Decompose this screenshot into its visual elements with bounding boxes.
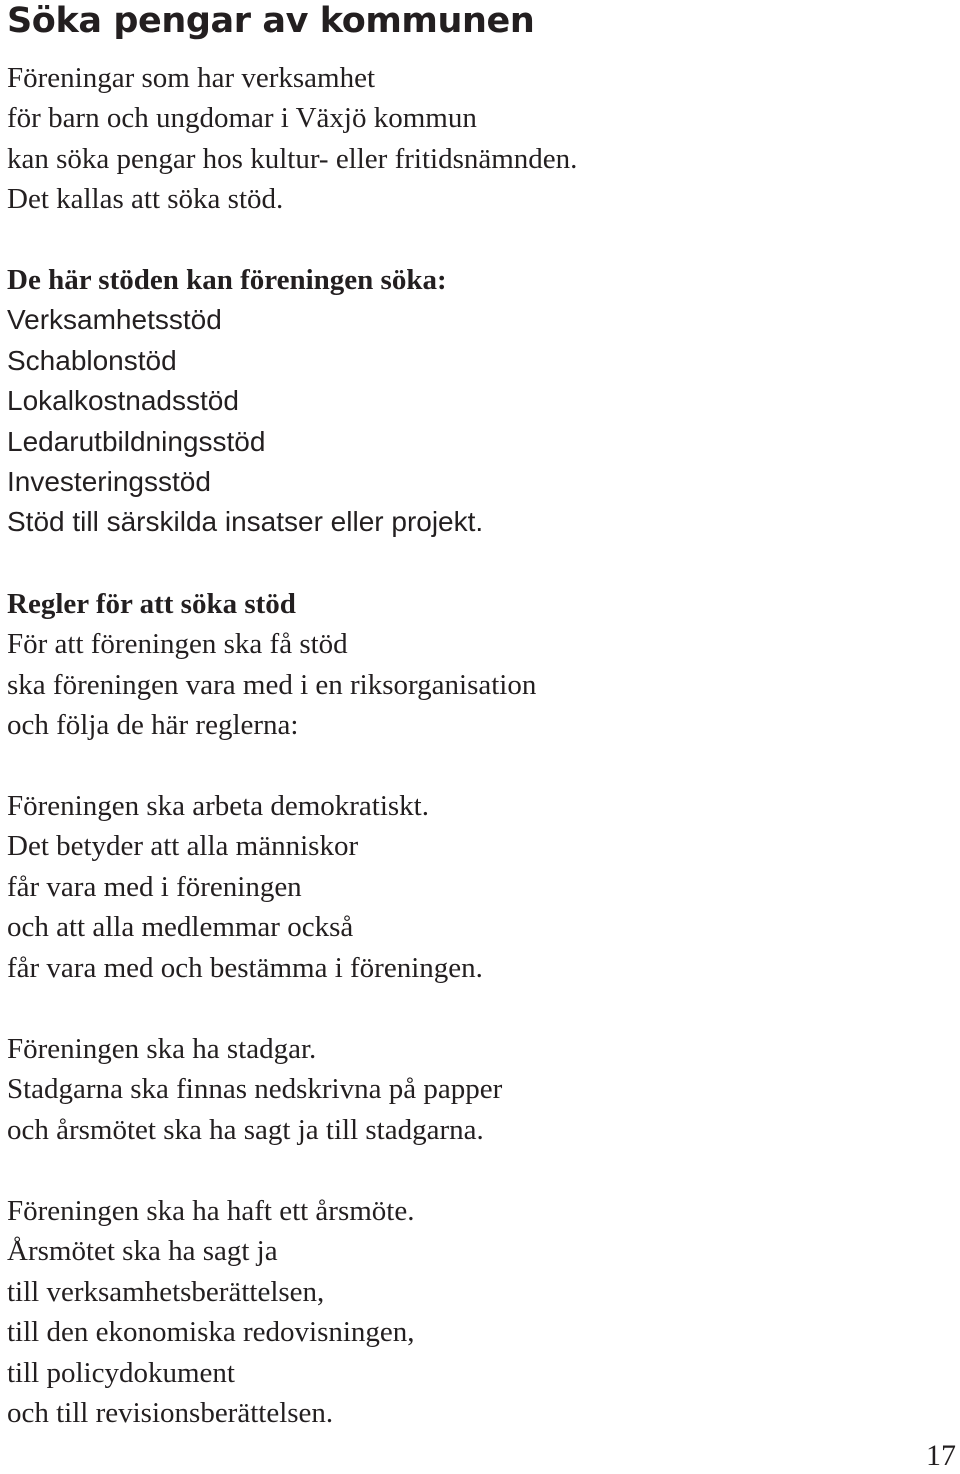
intro-line: kan söka pengar hos kultur- eller fritidsnämnden. [7,142,578,175]
rules-heading: Regler för att söka stöd [7,588,296,620]
rules-section [7,584,536,746]
rules-line: och följa de här reglerna: [7,709,299,742]
intro-line: Det kallas att söka stöd. [7,183,284,216]
intro-line: för barn och ungdomar i Växjö kommun [7,102,477,135]
support-item: Investeringsstöd [7,465,211,497]
rules-line: ska föreningen vara med i en riksorganisation [7,668,537,701]
support-item: Verksamhetsstöd [7,304,222,336]
annual-meeting-line: Årsmötet ska ha sagt ja [7,1235,278,1268]
intro-paragraph [7,58,577,220]
support-item: Stöd till särskilda insatser eller projekt. [7,506,484,538]
annual-meeting-line: till policydokument [7,1356,235,1389]
democracy-line: Det betyder att alla människor [7,830,359,863]
democracy-line: får vara med i föreningen [7,870,302,903]
rules-line: För att föreningen ska få stöd [7,628,348,661]
democracy-line: Föreningen ska arbeta demokratiskt. [7,790,429,822]
support-item: Ledarutbildningsstöd [7,425,266,457]
statutes-line: Stadgarna ska finnas nedskrivna på papper [7,1073,503,1106]
democracy-line: får vara med och bestämma i föreningen. [7,951,483,984]
support-item: Schablonstöd [7,344,177,376]
annual-meeting-line: till den ekonomiska redovisningen, [7,1316,415,1349]
democracy-line: och att alla medlemmar också [7,911,354,944]
annual-meeting-line: Föreningen ska ha haft ett årsmöte. [7,1195,415,1227]
democracy-paragraph [7,786,483,988]
statutes-paragraph [7,1029,502,1150]
statutes-line: Föreningen ska ha stadgar. [7,1033,317,1065]
annual-meeting-line: till verksamhetsberättelsen, [7,1275,325,1308]
intro-line: Föreningar som har verksamhet [7,62,376,94]
annual-meeting-paragraph [7,1191,415,1433]
support-section [7,260,483,543]
statutes-line: och årsmötet ska ha sagt ja till stadgarna. [7,1113,484,1146]
support-item: Lokalkostnadsstöd [7,385,239,417]
annual-meeting-line: och till revisionsberättelsen. [7,1396,334,1429]
page-title: Söka pengar av kommunen [7,1,535,41]
page-number: 17 [926,1439,956,1472]
support-heading: De här stöden kan föreningen söka: [7,264,447,296]
